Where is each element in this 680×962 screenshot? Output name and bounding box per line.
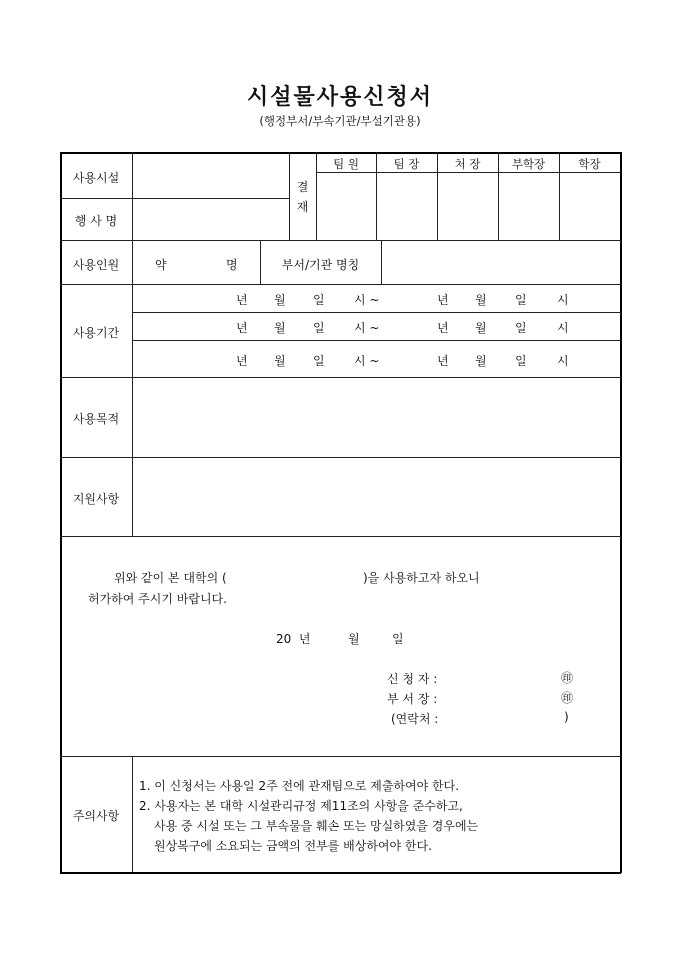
contact-label: (연락처 : bbox=[391, 712, 439, 726]
note-line: 사용 중 시설 또는 그 부속물을 훼손 또는 망실하였을 경우에는 bbox=[154, 819, 479, 833]
date-year: 20 년 bbox=[276, 632, 311, 646]
approval-col-director: 처 장 bbox=[454, 157, 481, 171]
period-label: 사용기간 bbox=[72, 326, 120, 340]
approval-signature-vice-dean[interactable] bbox=[499, 173, 559, 240]
document-title: 시설물사용신청서 bbox=[246, 85, 434, 110]
end-day-unit: 일 bbox=[515, 354, 527, 368]
end-hour-unit: 시 bbox=[557, 321, 569, 335]
event-name-field[interactable] bbox=[132, 199, 289, 240]
approval-col-team-leader: 팀 장 bbox=[393, 157, 420, 171]
approval-col-dean: 학장 bbox=[578, 157, 601, 171]
request-line1-end: )을 사용하고자 하오니 bbox=[363, 571, 480, 585]
note-line: 2. 사용자는 본 대학 시설관리규정 제11조의 사항을 준수하고, bbox=[139, 799, 463, 813]
note-line: 원상복구에 소요되는 금액의 전부를 배상하여야 한다. bbox=[154, 839, 432, 853]
approval-signature-team-member[interactable] bbox=[317, 173, 376, 240]
end-year-unit: 년 bbox=[437, 354, 449, 368]
request-facility-blank[interactable] bbox=[256, 566, 360, 584]
row-divider-notes-top bbox=[60, 756, 621, 757]
request-line2: 허가하여 주시기 바랍니다. bbox=[88, 592, 227, 606]
end-day-unit: 일 bbox=[515, 321, 527, 335]
request-line1-start: 위와 같이 본 대학의 ( bbox=[114, 571, 227, 585]
purpose-field[interactable] bbox=[133, 378, 620, 457]
start-hour-unit: 시 ~ bbox=[354, 354, 380, 368]
applicant-field[interactable] bbox=[450, 667, 555, 685]
table-border-right bbox=[620, 152, 622, 873]
purpose-label: 사용목적 bbox=[72, 412, 120, 426]
start-month-unit: 월 bbox=[274, 293, 286, 307]
event-name-label: 행 사 명 bbox=[74, 214, 118, 228]
notes-label: 주의사항 bbox=[72, 809, 120, 823]
start-day-unit: 일 bbox=[313, 321, 325, 335]
start-hour-unit: 시 ~ bbox=[354, 293, 380, 307]
date-month: 월 bbox=[348, 632, 360, 646]
document-subtitle: (행정부서/부속기관/부설기관용) bbox=[259, 114, 421, 128]
people-unit: 명 bbox=[226, 258, 238, 272]
dept-name-field[interactable] bbox=[382, 241, 620, 284]
people-approx: 약 bbox=[155, 258, 167, 272]
people-label: 사용인원 bbox=[72, 258, 120, 272]
date-day: 일 bbox=[392, 632, 404, 646]
start-day-unit: 일 bbox=[313, 293, 325, 307]
department-head-field[interactable] bbox=[450, 687, 555, 705]
seal-icon: ㊞ bbox=[561, 691, 574, 705]
facility-label: 사용시설 bbox=[72, 171, 120, 185]
table-border-bottom bbox=[60, 872, 621, 874]
start-month-unit: 월 bbox=[274, 321, 286, 335]
end-day-unit: 일 bbox=[515, 293, 527, 307]
applicant-label: 신 청 자 : bbox=[387, 672, 438, 686]
end-hour-unit: 시 bbox=[557, 354, 569, 368]
approval-col-team-member: 팀 원 bbox=[333, 157, 359, 171]
note-line: 1. 이 신청서는 사용일 2주 전에 관재팀으로 제출하여야 한다. bbox=[139, 779, 460, 793]
notes-column-divider bbox=[132, 756, 133, 872]
approval-signature-team-leader[interactable] bbox=[377, 173, 437, 240]
support-label: 지원사항 bbox=[72, 492, 120, 506]
end-month-unit: 월 bbox=[475, 293, 487, 307]
start-month-unit: 월 bbox=[274, 354, 286, 368]
support-field[interactable] bbox=[133, 458, 620, 536]
start-year-unit: 년 bbox=[236, 321, 248, 335]
end-year-unit: 년 bbox=[437, 293, 449, 307]
end-month-unit: 월 bbox=[475, 354, 487, 368]
row-divider-period-top bbox=[60, 284, 621, 285]
end-hour-unit: 시 bbox=[557, 293, 569, 307]
seal-icon: ㊞ bbox=[561, 671, 574, 685]
row-divider-request-top bbox=[60, 536, 621, 537]
end-month-unit: 월 bbox=[475, 321, 487, 335]
approval-label-bottom: 재 bbox=[296, 200, 309, 214]
approval-label-top: 결 bbox=[296, 180, 309, 194]
contact-close: ) bbox=[564, 710, 569, 724]
start-year-unit: 년 bbox=[236, 354, 248, 368]
approval-col-vice-dean: 부학장 bbox=[511, 157, 546, 171]
facility-field[interactable] bbox=[132, 153, 289, 198]
period-row-divider-1 bbox=[132, 312, 621, 313]
period-row-divider-2 bbox=[132, 340, 621, 341]
approval-left-border bbox=[289, 152, 290, 240]
contact-field[interactable] bbox=[450, 707, 558, 725]
start-day-unit: 일 bbox=[313, 354, 325, 368]
department-head-label: 부 서 장 : bbox=[387, 692, 438, 706]
start-hour-unit: 시 ~ bbox=[354, 321, 380, 335]
start-year-unit: 년 bbox=[236, 293, 248, 307]
dept-name-label: 부서/기관 명칭 bbox=[281, 258, 360, 272]
approval-signature-dean[interactable] bbox=[560, 173, 620, 240]
approval-signature-director[interactable] bbox=[438, 173, 498, 240]
end-year-unit: 년 bbox=[437, 321, 449, 335]
